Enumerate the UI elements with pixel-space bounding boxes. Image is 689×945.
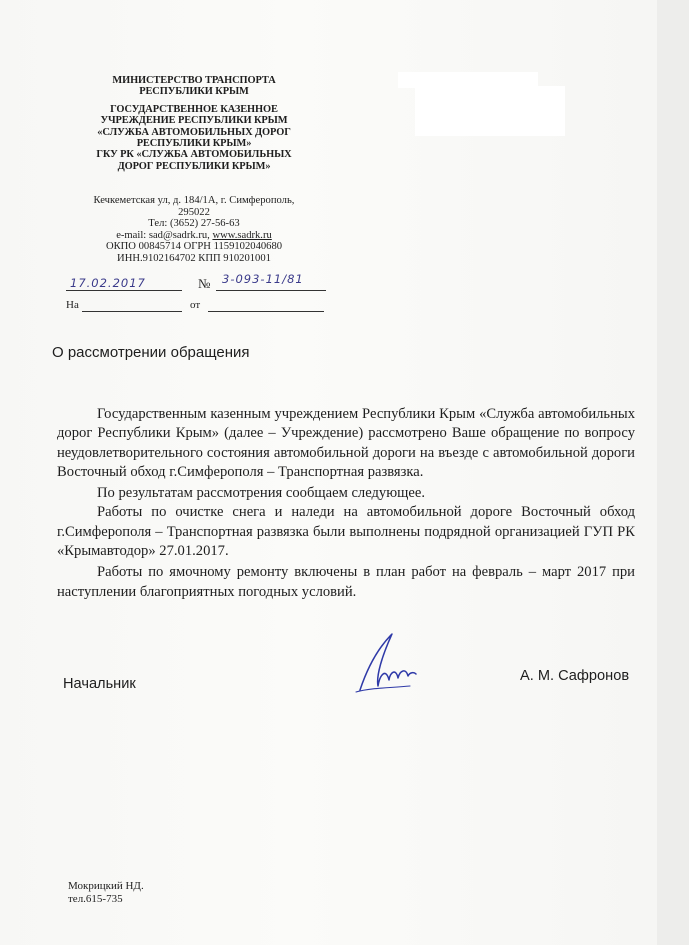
ministry-line-2: РЕСПУБЛИКИ КРЫМ	[139, 86, 249, 98]
ministry-line-1: МИНИСТЕРСТВО ТРАНСПОРТА	[112, 75, 276, 86]
ot-label: от	[190, 299, 201, 311]
address-postcode: 295022	[178, 206, 210, 218]
na-label: На	[66, 299, 79, 311]
body-paragraph-1: Государственным казенным учреждением Республики Крым «Служба автомобильных дорог Республики Крым» (далее – Учреждение) рассмотрено Ваше обращение по вопросу неудовлетворительного состояния автомобильной дороги на въезде с автомобильной дороги Восточный обход г.Симферополя – Транспортная развязка.	[57, 406, 635, 480]
scan-edge	[657, 0, 689, 945]
letter-body	[57, 405, 635, 602]
handwritten-number: 3-093-11/81	[222, 272, 304, 286]
date-underline	[66, 290, 182, 291]
executor-block	[68, 880, 144, 906]
body-paragraph-3: Работы по очистке снега и наледи на автомобильной дороге Восточный обход г.Симферополя – Транспортная развязка были выполнены подрядной организацией ГУП РК «Крымавтодор» 27.01.2017.	[57, 504, 635, 560]
address-block	[60, 195, 328, 265]
na-underline	[82, 311, 182, 312]
number-underline	[216, 290, 326, 291]
email-line	[60, 230, 328, 242]
org-line-3: «СЛУЖБА АВТОМОБИЛЬНЫХ ДОРОГ	[97, 126, 291, 138]
phone-text: Тел: (3652) 27-56-63	[148, 218, 240, 230]
redacted-block	[415, 86, 565, 136]
org-line-4: РЕСПУБЛИКИ КРЫМ»	[136, 138, 252, 150]
ot-underline	[208, 311, 324, 312]
org-line-2: УЧРЕЖДЕНИЕ РЕСПУБЛИКИ КРЫМ	[100, 115, 288, 127]
signatory-name: А. М. Сафронов	[520, 668, 630, 684]
body-paragraph-2: По результатам рассмотрения сообщаем следующее.	[97, 485, 425, 502]
executor-name: Мокрицкий НД.	[68, 880, 144, 892]
org-line-1: ГОСУДАРСТВЕННОЕ КАЗЕННОЕ	[110, 103, 278, 115]
letter-subject: О рассмотрении обращения	[52, 344, 250, 361]
address-street: Кечкеметская ул, д. 184/1А, г. Симферополь,	[93, 195, 295, 206]
handwritten-signature	[352, 628, 418, 698]
ministry-header	[60, 75, 328, 172]
signatory-title: Начальник	[63, 676, 136, 692]
org-short-line-2: ДОРОГ РЕСПУБЛИКИ КРЫМ»	[117, 160, 271, 172]
executor-phone: тел.615-735	[68, 893, 123, 905]
okpo-ogrn-text: ОКПО 00845714 ОГРН 1159102040680	[105, 241, 283, 253]
inn-kpp-text: ИНН.9102164702 КПП 910201001	[117, 252, 271, 264]
org-short-line-1: ГКУ РК «СЛУЖБА АВТОМОБИЛЬНЫХ	[96, 149, 292, 161]
website-link[interactable]: www.sadrk.ru	[212, 229, 272, 241]
handwritten-date: 17.02.2017	[70, 276, 146, 290]
number-sign: №	[198, 276, 211, 291]
body-paragraph-4: Работы по ямочному ремонту включены в план работ на февраль – март 2017 при наступлении благоприятных погодных условий.	[57, 564, 635, 600]
email-text: e-mail: sad@sadrk.ru,	[116, 229, 213, 241]
